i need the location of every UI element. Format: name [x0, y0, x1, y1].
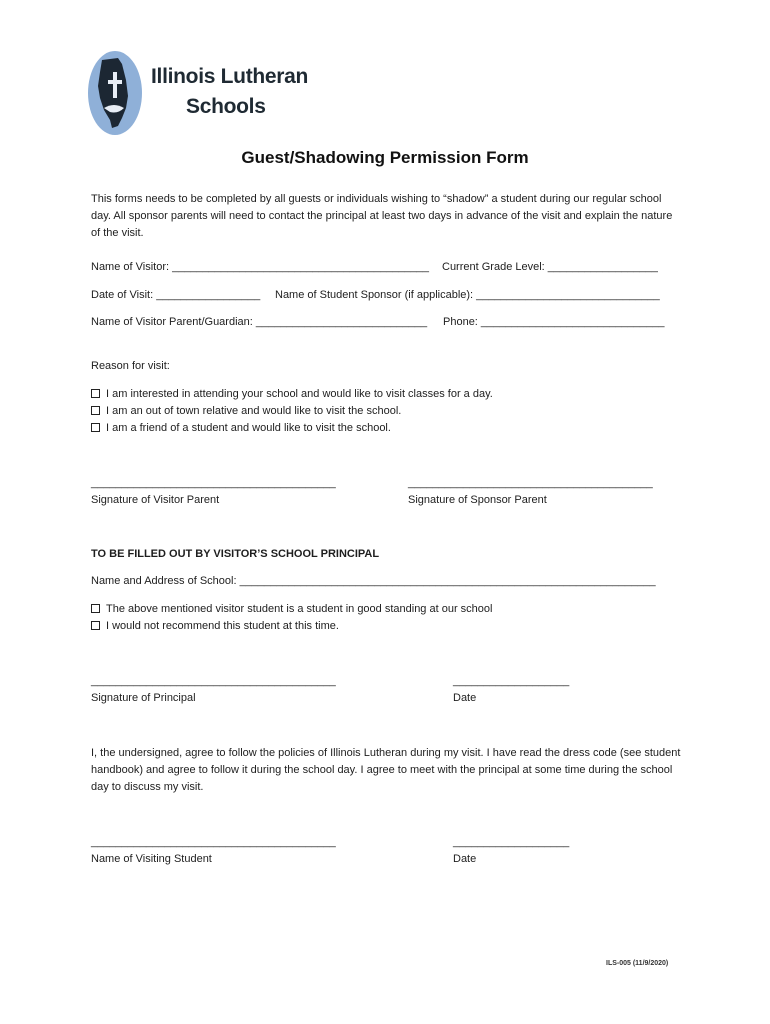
checkbox-icon[interactable] — [91, 423, 100, 432]
principal-signature-line[interactable]: ________________________________________ — [91, 675, 336, 687]
date-of-visit-field[interactable]: Date of Visit: _________________ — [91, 289, 261, 301]
logo-line-1: Illinois Lutheran — [151, 65, 309, 88]
principal-section-heading: TO BE FILLED OUT BY VISITOR’S SCHOOL PRINCIPAL — [91, 548, 380, 560]
sponsor-parent-signature-line[interactable]: ________________________________________ — [408, 477, 653, 489]
visiting-student-signature-line[interactable]: ________________________________________ — [91, 836, 336, 848]
intro-paragraph: This forms needs to be completed by all guests or individuals wishing to “shadow” a student during our regular school day. All sponsor parents will need to contact the principal at least two days in advance of the visit and explain the nature of the visit. — [91, 193, 673, 239]
sponsor-parent-signature-label: Signature of Sponsor Parent — [408, 494, 547, 506]
visiting-student-date-line[interactable]: ___________________ — [453, 836, 570, 848]
visitor-parent-signature-line[interactable]: ________________________________________ — [91, 477, 336, 489]
visiting-student-signature-label: Name of Visiting Student — [91, 853, 212, 865]
reason-option-1[interactable]: I am interested in attending your school and would like to visit classes for a day. — [91, 386, 493, 403]
checkbox-icon[interactable] — [91, 389, 100, 398]
visiting-student-date-label: Date — [453, 853, 477, 865]
principal-date-label: Date — [453, 692, 477, 704]
checkbox-icon[interactable] — [91, 621, 100, 630]
logo-line-2: Schools — [186, 95, 266, 118]
principal-option-1[interactable]: The above mentioned visitor student is a student in good standing at our school — [91, 601, 492, 618]
logo-wordmark — [151, 62, 308, 122]
visitor-name-field[interactable]: Name of Visitor: __________________________________________ — [91, 261, 430, 273]
reason-option-3[interactable]: I am a friend of a student and would like to visit the school. — [91, 420, 391, 437]
school-name-address-field[interactable]: Name and Address of School: ____________________________________________________________________ — [91, 575, 656, 587]
checkbox-icon[interactable] — [91, 406, 100, 415]
parent-guardian-field[interactable]: Name of Visitor Parent/Guardian: ____________________________ — [91, 316, 428, 328]
phone-field[interactable]: Phone: ______________________________ — [443, 316, 665, 328]
page-title: Guest/Shadowing Permission Form — [241, 148, 529, 167]
student-sponsor-field[interactable]: Name of Student Sponsor (if applicable): ______________________________ — [275, 289, 660, 301]
reason-option-2[interactable]: I am an out of town relative and would like to visit the school. — [91, 403, 401, 420]
visitor-parent-signature-label: Signature of Visitor Parent — [91, 494, 220, 506]
principal-date-line[interactable]: ___________________ — [453, 675, 570, 687]
agreement-paragraph: I, the undersigned, agree to follow the policies of Illinois Lutheran during my visit. I have read the dress code (see student handbook) and agree to follow it during the school day. I agree to meet with the principal at some time during the school day to discuss my visit. — [91, 747, 681, 793]
principal-option-2[interactable]: I would not recommend this student at this time. — [91, 618, 339, 635]
grade-level-field[interactable]: Current Grade Level: __________________ — [442, 261, 658, 273]
principal-signature-label: Signature of Principal — [91, 692, 196, 704]
reason-label: Reason for visit: — [91, 360, 170, 372]
form-code-footer: ILS-005 (11/9/2020) — [606, 960, 669, 967]
checkbox-icon[interactable] — [91, 604, 100, 613]
